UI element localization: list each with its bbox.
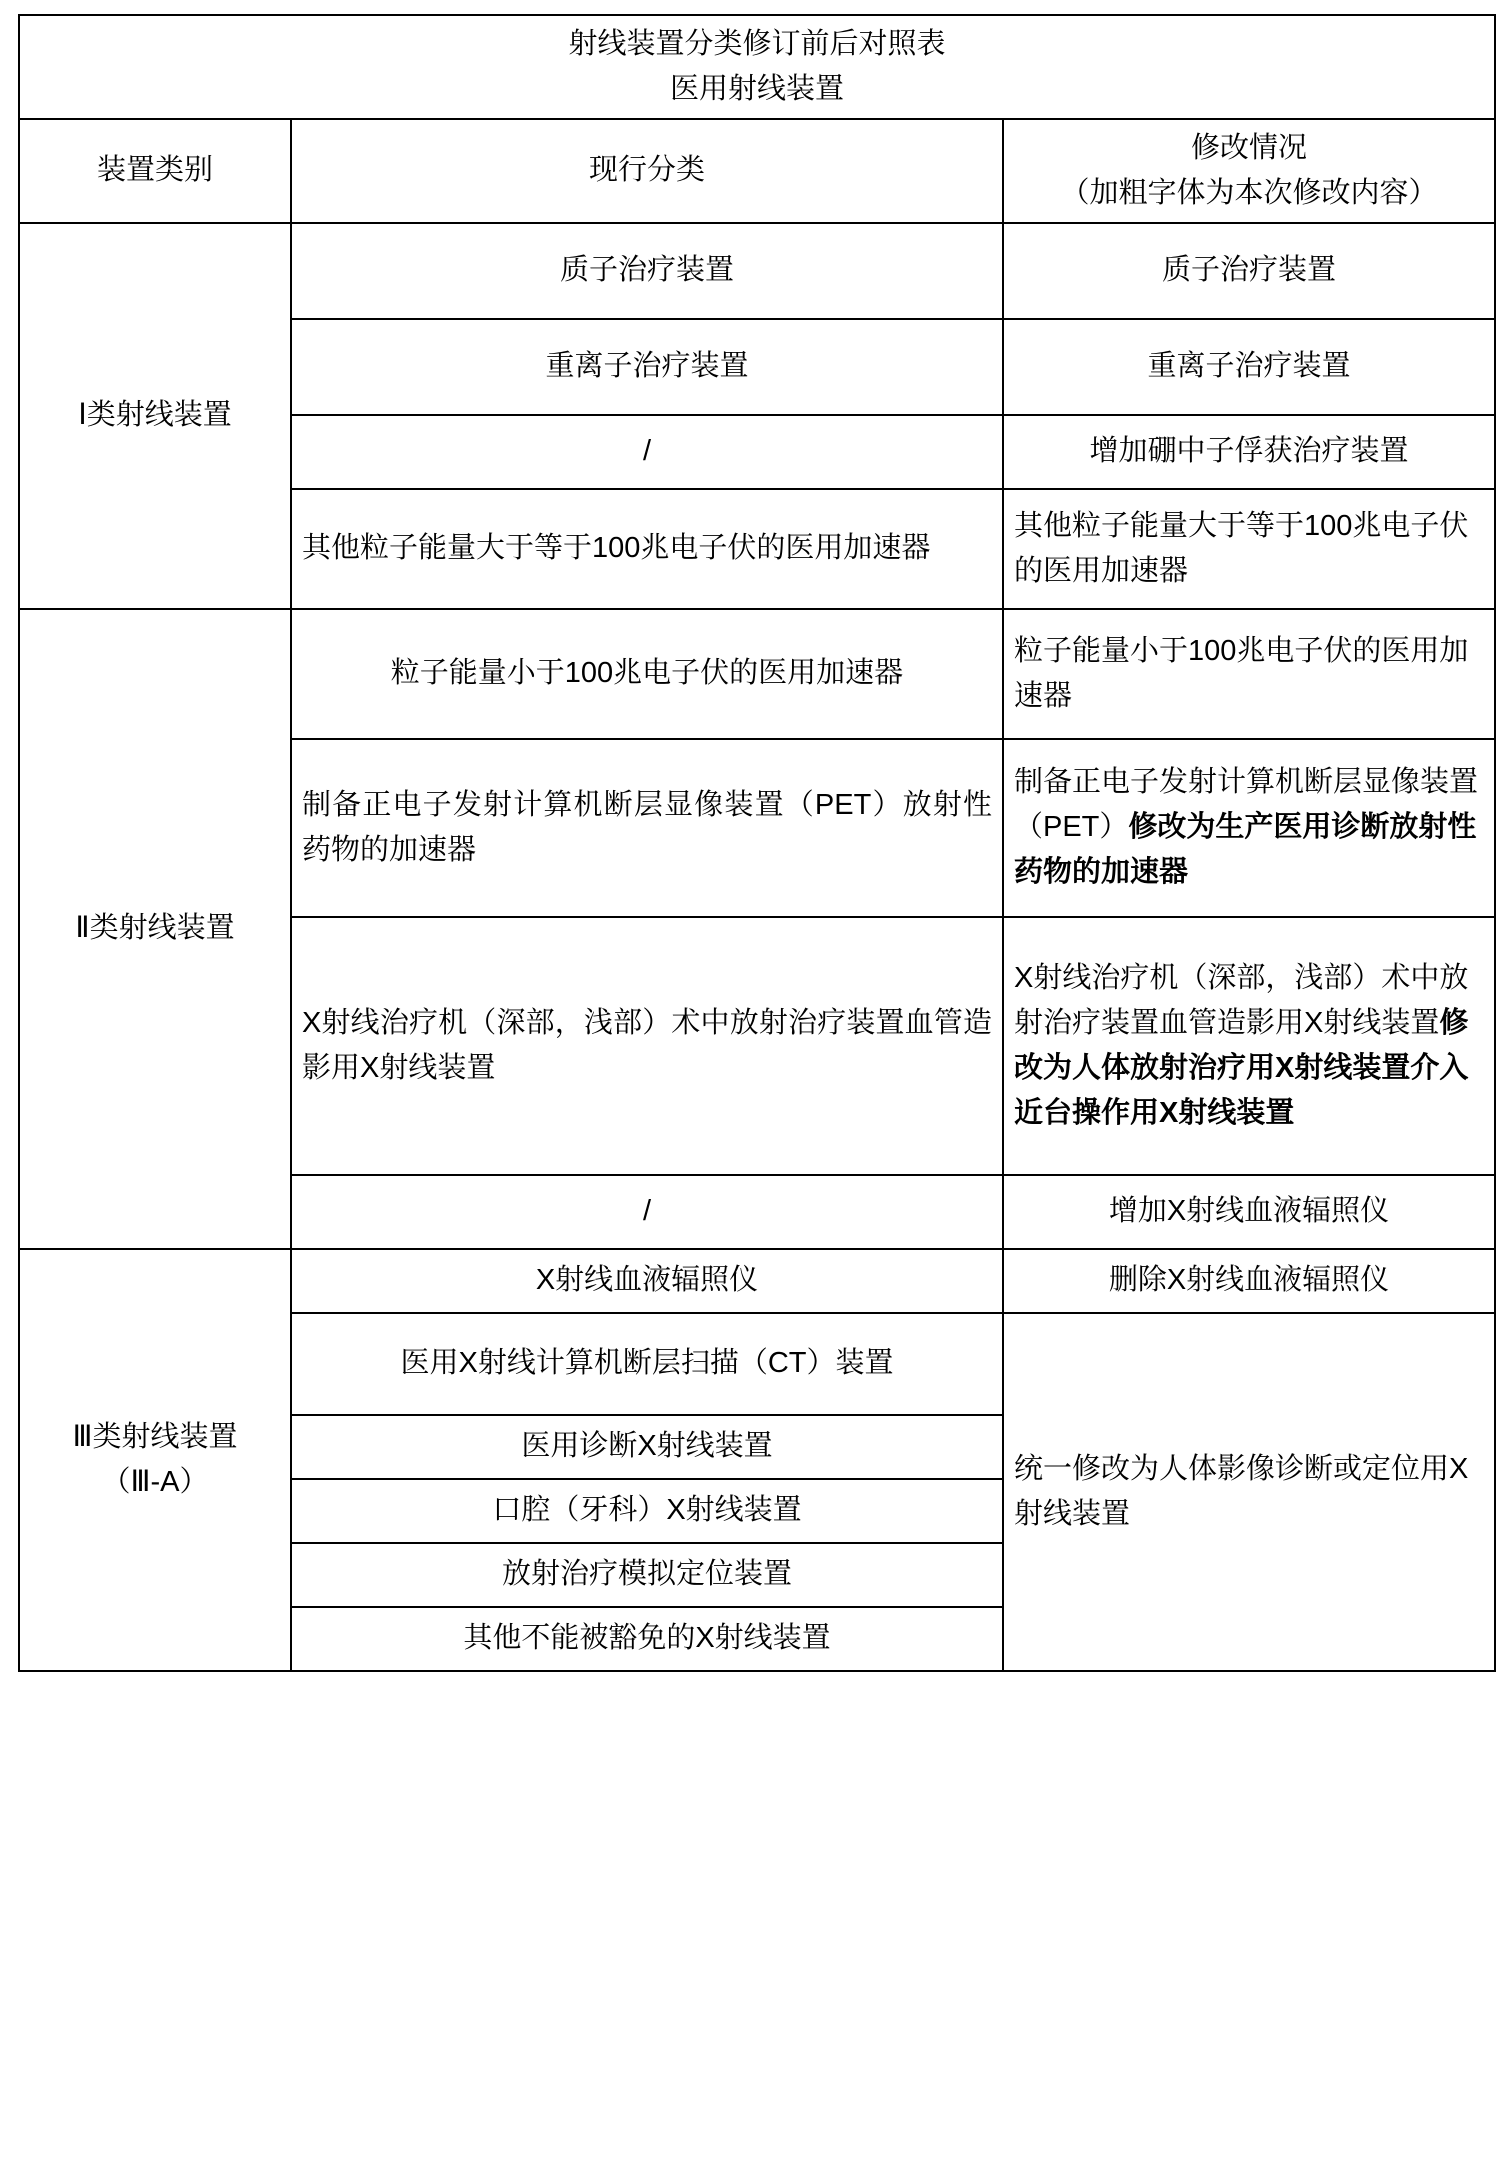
category-class-2 bbox=[19, 609, 291, 1249]
revision-cell: 增加X射线血液辐照仪 bbox=[1003, 1175, 1495, 1249]
header-revision-status bbox=[1003, 119, 1495, 223]
current-cell: 医用诊断X射线装置 bbox=[291, 1415, 1003, 1479]
current-cell: 质子治疗装置 bbox=[291, 223, 1003, 319]
revision-text-bold: 修改为人体放射治疗用X射线装置介入近台操作用X射线装置 bbox=[1014, 1006, 1469, 1129]
revision-text-plain: 制备正电子发射计算机断层显像装置（PET） bbox=[1014, 766, 1479, 844]
current-cell: 放射治疗模拟定位装置 bbox=[291, 1543, 1003, 1607]
revision-cell: 粒子能量小于100兆电子伏的医用加速器 bbox=[1003, 609, 1495, 739]
current-cell: 制备正电子发射计算机断层显像装置（PET）放射性药物的加速器 bbox=[291, 739, 1003, 917]
revision-cell: 删除X射线血液辐照仪 bbox=[1003, 1249, 1495, 1313]
revision-cell: 重离子治疗装置 bbox=[1003, 319, 1495, 415]
revision-cell bbox=[1003, 917, 1495, 1175]
category-sublabel: （Ⅲ-A） bbox=[101, 1465, 209, 1498]
current-cell-empty: / bbox=[291, 1175, 1003, 1249]
table-title-row bbox=[19, 15, 1495, 119]
title-line-1: 射线装置分类修订前后对照表 bbox=[568, 28, 946, 60]
revision-text-bold: 修改为生产医用诊断放射性药物的加速器 bbox=[1014, 811, 1477, 889]
current-cell: X射线血液辐照仪 bbox=[291, 1249, 1003, 1313]
header-revision-title: 修改情况 bbox=[1191, 131, 1308, 164]
current-cell: 口腔（牙科）X射线装置 bbox=[291, 1479, 1003, 1543]
comparison-table bbox=[18, 14, 1496, 1672]
category-class-1 bbox=[19, 223, 291, 609]
table-header-row bbox=[19, 119, 1495, 223]
current-cell: 重离子治疗装置 bbox=[291, 319, 1003, 415]
header-current-classification: 现行分类 bbox=[291, 119, 1003, 223]
category-label: Ⅱ类射线装置 bbox=[75, 912, 235, 945]
revision-cell bbox=[1003, 739, 1495, 917]
current-cell: 粒子能量小于100兆电子伏的医用加速器 bbox=[291, 609, 1003, 739]
category-class-3a bbox=[19, 1249, 291, 1671]
table-row bbox=[19, 1249, 1495, 1313]
current-cell: 医用X射线计算机断层扫描（CT）装置 bbox=[291, 1313, 1003, 1415]
revision-cell: 质子治疗装置 bbox=[1003, 223, 1495, 319]
title-line-2: 医用射线装置 bbox=[670, 72, 845, 105]
page-title bbox=[19, 15, 1495, 119]
current-cell: 其他不能被豁免的X射线装置 bbox=[291, 1607, 1003, 1671]
revision-text-plain: X射线治疗机（深部，浅部）术中放射治疗装置血管造影用X射线装置 bbox=[1014, 961, 1469, 1039]
revision-cell: 增加硼中子俘获治疗装置 bbox=[1003, 415, 1495, 489]
header-device-category: 装置类别 bbox=[19, 119, 291, 223]
revision-cell-merged: 统一修改为人体影像诊断或定位用X射线装置 bbox=[1003, 1313, 1495, 1671]
header-revision-note: （加粗字体为本次修改内容） bbox=[1060, 176, 1438, 209]
category-label: Ⅲ类射线装置 bbox=[72, 1420, 238, 1453]
category-label: Ⅰ类射线装置 bbox=[78, 399, 232, 432]
table-row bbox=[19, 609, 1495, 739]
current-cell: 其他粒子能量大于等于100兆电子伏的医用加速器 bbox=[291, 489, 1003, 609]
current-cell-empty: / bbox=[291, 415, 1003, 489]
current-cell: X射线治疗机（深部，浅部）术中放射治疗装置血管造影用X射线装置 bbox=[291, 917, 1003, 1175]
table-row bbox=[19, 223, 1495, 319]
revision-cell: 其他粒子能量大于等于100兆电子伏的医用加速器 bbox=[1003, 489, 1495, 609]
